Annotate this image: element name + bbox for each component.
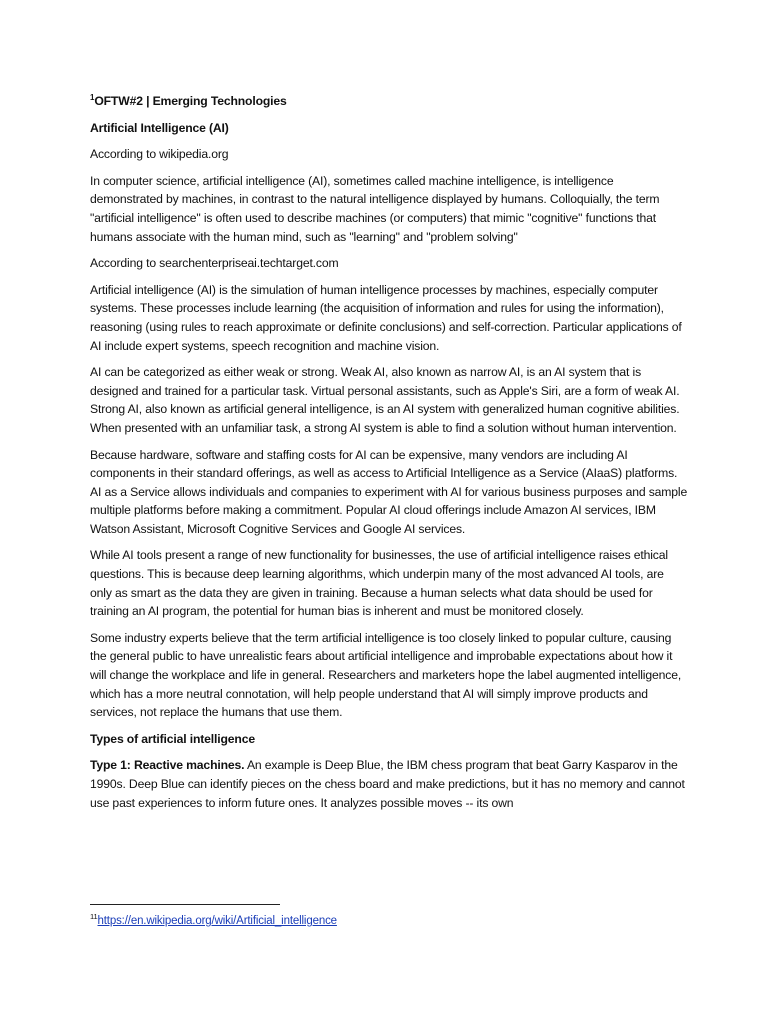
paragraph-ethics: While AI tools present a range of new functionality for businesses, the use of artificial intelligence raises ethical questions. This is because deep learning algorithms, which underpin many of the most advanced AI tools, are only as smart as the data they are given in training. Because a human selects what data should be used for training an AI program, the potential for human bias is inherent and must be monitored closely. — [90, 548, 668, 619]
paragraph-definition-techtarget: Artificial intelligence (AI) is the simulation of human intelligence processes by machines, especially computer systems. These processes include learning (the acquisition of information and rules for using the information), reasoning (using rules to reach approximate or definite conclusions) and self-correction. Particular applications of AI include expert systems, speech recognition and machine vision. — [90, 282, 682, 353]
paragraph-aiaas: Because hardware, software and staffing costs for AI can be expensive, many vendors are including AI components in their standard offerings, as well as access to Artificial Intelligence as a Service (AIaaS) platforms. AI as a Service allows individuals and companies to experiment with AI for various business purposes and sample multiple platforms before making a commitment. Popular AI cloud offerings include Amazon AI services, IBM Watson Assistant, Microsoft Cognitive Services and Google AI services. — [90, 447, 688, 536]
section-heading: Artificial Intelligence (AI) — [90, 120, 229, 135]
types-heading: Types of artificial intelligence — [90, 731, 255, 746]
title-text: OFTW#2 | Emerging Technologies — [94, 94, 287, 108]
paragraph-type1 — [90, 756, 688, 812]
paragraph-weak-strong-ai: AI can be categorized as either weak or strong. Weak AI, also known as narrow AI, is an AI system that is designed and trained for a particular task. Virtual personal assistants, such as Apple's Siri, are a form of weak AI. Strong AI, also known as artificial general intelligence, is an AI system with generalized human cognitive abilities. When presented with an unfamiliar task, a strong AI system is able to find a solution without human intervention. — [90, 365, 680, 435]
footnote-separator — [90, 904, 280, 905]
footnote-marker: 11 — [90, 912, 98, 922]
paragraph-definition-wikipedia: In computer science, artificial intelligence (AI), sometimes called machine intelligence, is intelligence demonstrated by machines, in contrast to the natural intelligence displayed by humans. Colloquially, the term "artificial intelligence" is often used to describe machines (or computers) that mimic "cognitive" functions that humans associate with the human mind, such as "learning" and "problem solving" — [90, 173, 660, 244]
type1-label: Type 1: Reactive machines. — [90, 758, 245, 773]
footnote — [90, 913, 337, 929]
type1-text: An example is Deep Blue, the IBM chess program that beat Garry Kasparov in the 1990s. Deep Blue can identify pieces on the chess board and make predictions, but it has no memory and cannot use past experiences to inform future ones. It analyzes possible moves -- its own — [90, 758, 685, 810]
title-footnote-marker: 1 — [90, 92, 95, 102]
document-body — [90, 92, 688, 820]
footnote-link[interactable]: https://en.wikipedia.org/wiki/Artificial_intelligence — [97, 915, 337, 927]
source-wikipedia: According to wikipedia.org — [90, 147, 229, 162]
source-techtarget: According to searchenterpriseai.techtarget.com — [90, 256, 339, 271]
paragraph-augmented-intelligence: Some industry experts believe that the term artificial intelligence is too closely linked to popular culture, causing the general public to have unrealistic fears about artificial intelligence and improbable expectations about how it will change the workplace and life in general. Researchers and marketers hope the label augmented intelligence, which has a more neutral connotation, will help people understand that AI will simply improve products and services, not replace the humans that use them. — [90, 630, 682, 720]
document-title — [90, 92, 688, 111]
